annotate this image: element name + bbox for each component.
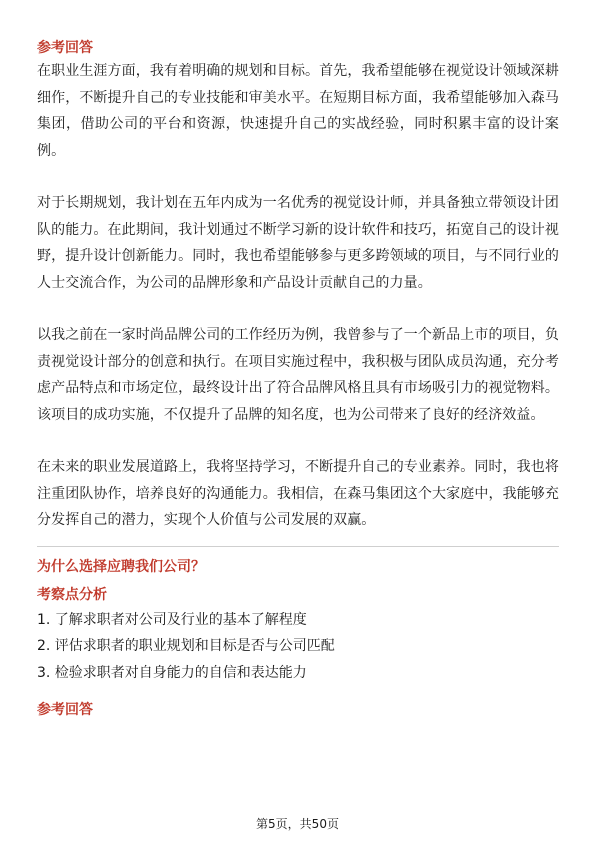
answer-paragraph-1: 在职业生涯方面，我有着明确的规划和目标。首先，我希望能够在视觉设计领域深耕细作，不断提升自己的专业技能和审美水平。在短期目标方面，我希望能够加入森马集团，借助公司的平台和资源，快速提升自己的实战经验，同时积累丰富的设计案例。 [37,63,559,159]
analysis-point-1: 1. 了解求职者对公司及行业的基本了解程度 [37,611,307,628]
document-page [37,38,559,720]
analysis-label: 考察点分析 [37,586,107,603]
page-number: 第5页，共50页 [256,817,339,831]
answer-label-2: 参考回答 [37,702,93,718]
analysis-point-3: 3. 检验求职者对自身能力的自信和表达能力 [37,664,307,681]
answer-paragraph-3: 以我之前在一家时尚品牌公司的工作经历为例，我曾参与了一个新品上市的项目，负责视觉设计部分的创意和执行。在项目实施过程中，我积极与团队成员沟通，充分考虑产品特点和市场定位，最终设计出了符合品牌风格且具有市场吸引力的视觉物料。该项目的成功实施，不仅提升了品牌的知名度，也为公司带来了良好的经济效益。 [37,327,559,423]
section-divider [37,546,559,547]
paragraph-gap [37,428,559,454]
question-title: 为什么选择应聘我们公司？ [37,558,205,575]
paragraph-gap [37,296,559,322]
answer-paragraph-2: 对于长期规划，我计划在五年内成为一名优秀的视觉设计师，并具备独立带领设计团队的能力。在此期间，我计划通过不断学习新的设计软件和技巧，拓宽自己的设计视野，提升设计创新能力。同时，我也希望能够参与更多跨领域的项目，与不同行业的人士交流合作，为公司的品牌形象和产品设计贡献自己的力量。 [37,195,559,291]
answer-paragraph-4: 在未来的职业发展道路上，我将坚持学习，不断提升自己的专业素养。同时，我也将注重团队协作，培养良好的沟通能力。我相信，在森马集团这个大家庭中，我能够充分发挥自己的潜力，实现个人价值与公司发展的双赢。 [37,459,559,528]
analysis-point-2: 2. 评估求职者的职业规划和目标是否与公司匹配 [37,638,335,654]
paragraph-gap [37,164,559,190]
analysis-points [37,607,559,687]
answer-label: 参考回答 [37,40,93,56]
